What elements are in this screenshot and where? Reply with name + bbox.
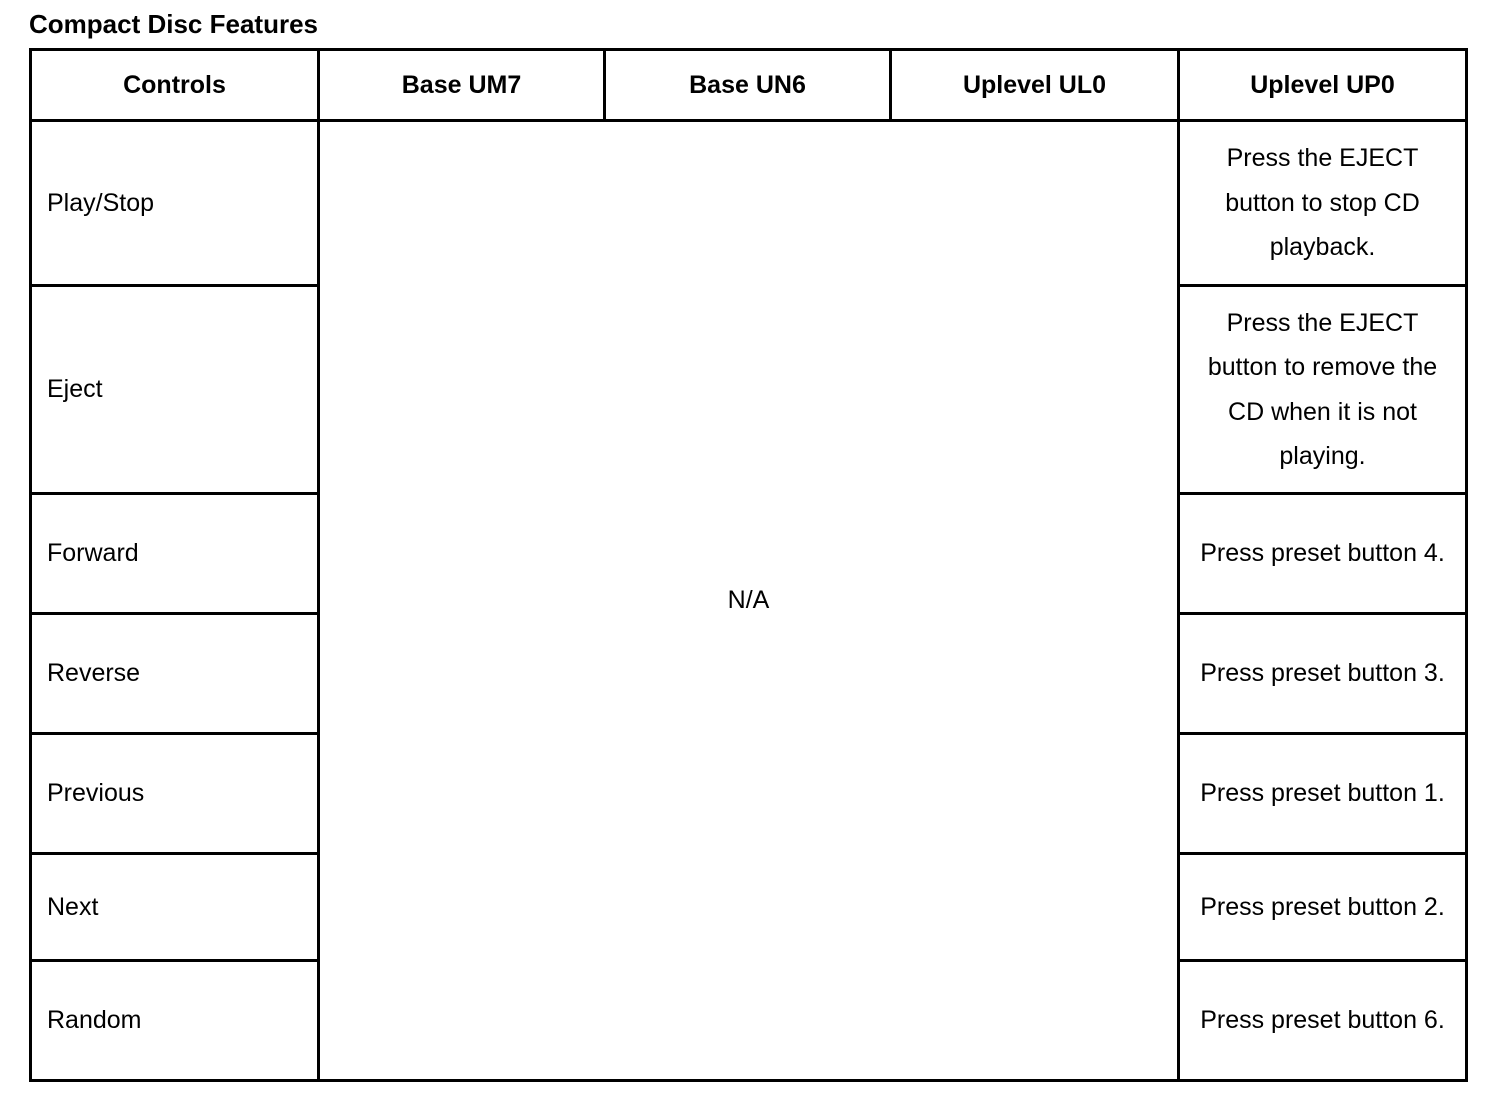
header-uplevel-ul0: Uplevel UL0 <box>891 50 1179 121</box>
control-cell: Previous <box>31 734 319 854</box>
control-cell: Next <box>31 854 319 961</box>
control-cell: Reverse <box>31 614 319 734</box>
header-uplevel-up0: Uplevel UP0 <box>1179 50 1467 121</box>
up0-description-cell: Press preset button 6. <box>1179 961 1467 1081</box>
up0-description-cell: Press preset button 2. <box>1179 854 1467 961</box>
up0-description-cell: Press preset button 1. <box>1179 734 1467 854</box>
header-controls: Controls <box>31 50 319 121</box>
table-row <box>31 121 1467 286</box>
control-cell: Eject <box>31 286 319 494</box>
up0-description-cell: Press preset button 3. <box>1179 614 1467 734</box>
up0-description-cell: Press the EJECT button to remove the CD when it is not playing. <box>1179 286 1467 494</box>
header-base-un6: Base UN6 <box>605 50 891 121</box>
control-cell: Forward <box>31 494 319 614</box>
up0-description-cell: Press the EJECT button to stop CD playback. <box>1179 121 1467 286</box>
features-table <box>29 48 1468 1082</box>
control-cell: Random <box>31 961 319 1081</box>
header-base-um7: Base UM7 <box>319 50 605 121</box>
page-title: Compact Disc Features <box>29 9 318 39</box>
header-row <box>31 50 1467 121</box>
control-cell: Play/Stop <box>31 121 319 286</box>
up0-description-cell: Press preset button 4. <box>1179 494 1467 614</box>
not-available-cell: N/A <box>319 121 1179 1081</box>
